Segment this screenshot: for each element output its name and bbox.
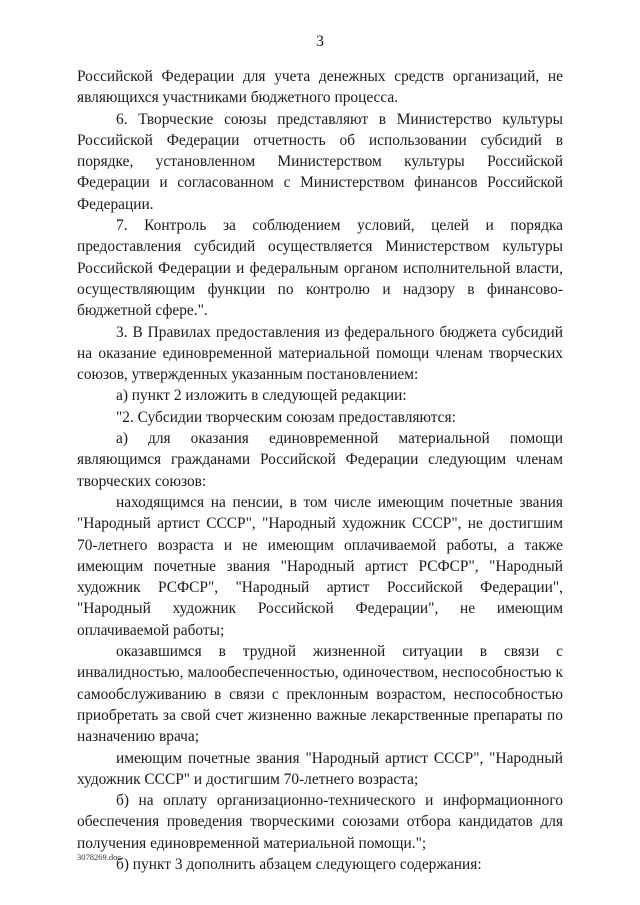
paragraph-clause-2b: б) на оплату организационно-технического и информационного обеспечения проведения творческими союзами отбора кандидатов для получения единовременной материальной помощи.";: [77, 792, 563, 852]
paragraph-honorary-titles: имеющим почетные звания "Народный артист СССР", "Народный художник СССР" и достигшим 70-летнего возраста;: [77, 749, 563, 788]
paragraph-item-7: 7. Контроль за соблюдением условий, целей и порядка предоставления субсидий осуществляется Министерством культуры Российской Федерации и федеральным органом исполнительной власти, осуществляющим функции по контролю и надзору в финансово-бюджетной сфере.".: [77, 217, 563, 320]
paragraph-hardship: оказавшимся в трудной жизненной ситуации в связи с инвалидностью, малообеспеченностью, одиночеством, неспособностью к самообслуживанию в связи с преклонным возрастом, неспособностью приобретать за свой счет жизненно важные лекарственные препараты по назначению врача;: [77, 643, 563, 746]
paragraph-clause-2: "2. Субсидии творческим союзам предоставляются:: [116, 408, 456, 426]
paragraph-clause-2a: а) для оказания единовременной материальной помощи являющимся гражданами Российской Федерации следующим членам творческих союзов:: [77, 430, 563, 490]
document-body: [77, 66, 563, 875]
paragraph-continuation: Российской Федерации для учета денежных средств организаций, не являющихся участниками бюджетного процесса.: [77, 68, 563, 107]
paragraph-pensioners: находящимся на пенсии, в том числе имеющим почетные звания "Народный артист СССР", "Народный художник СССР", не достигшим 70-летнего возраста и не имеющим оплачиваемой работы, а также имеющим почетные звания "Народный артист РСФСР", "Народный художник РСФСР", "Народный артист Российской Федерации", "Народный художник Российской Федерации", не имеющим оплачиваемой работы;: [77, 493, 563, 639]
paragraph-subitem-b: б) пункт 3 дополнить абзацем следующего содержания:: [116, 855, 482, 873]
footer-filename: 3078269.doc: [77, 852, 122, 862]
paragraph-subitem-a: а) пункт 2 изложить в следующей редакции:: [116, 387, 407, 405]
page-number: 3: [316, 33, 324, 50]
paragraph-item-6: 6. Творческие союзы представляют в Министерство культуры Российской Федерации отчетность об использовании субсидий в порядке, установленном Министерством культуры Российской Федерации и согласованном с Министерством финансов Российской Федерации.: [77, 110, 563, 213]
paragraph-item-3: 3. В Правилах предоставления из федерального бюджета субсидий на оказание единовременной материальной помощи членам творческих союзов, утвержденных указанным постановлением:: [77, 323, 563, 384]
